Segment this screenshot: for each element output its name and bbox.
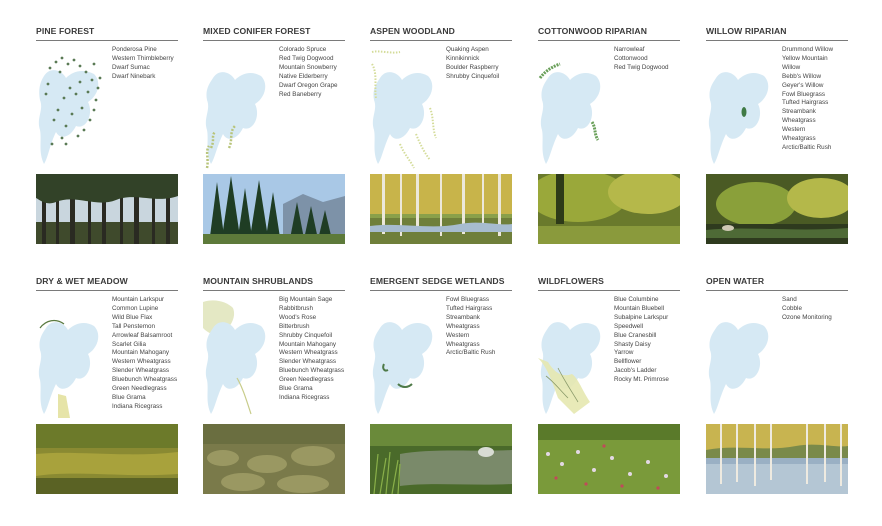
species-item: Dwarf Sumac [112,63,150,71]
panel-title: DRY & WET MEADOW [36,276,128,286]
panel-title: WILDFLOWERS [538,276,605,286]
panel-wildflowers [538,276,680,516]
panel-cottonwood-riparian [538,26,680,266]
species-item: Mountain Larkspur [112,296,165,303]
water-body [373,322,432,414]
species-item: Blue Grama [279,385,313,393]
species-item: Scarlet Gilia [112,340,146,348]
species-list [782,296,852,323]
species-item: Yarrow [614,349,634,357]
species-item: Ponderosa Pine [112,46,157,53]
species-item: Dwarf Oregon Grape [279,81,338,89]
species-item: Common Lupine [112,304,159,312]
habitat-map [538,48,610,170]
species-item: Green Needlegrass [112,385,167,393]
panel-title: MOUNTAIN SHRUBLANDS [203,276,314,286]
water-body [206,72,265,164]
species-item: Red Twig Dogwood [279,54,334,62]
species-list [279,296,349,403]
panel-title: OPEN WATER [706,276,765,286]
habitat-photo [36,174,178,244]
species-list [614,46,684,73]
species-item: Quaking Aspen [446,46,489,53]
species-list [446,296,516,358]
divider [36,40,178,41]
species-item: Wood's Rose [279,313,317,321]
species-item: Streambank [782,108,816,116]
species-item: Wheatgrass [782,117,816,125]
panel-title: EMERGENT SEDGE WETLANDS [370,276,505,286]
species-item: Speedwell [614,322,644,330]
species-item: Shrubby Cinquefoil [279,331,333,339]
species-item: Native Elderberry [279,72,328,80]
species-item: Bluebunch Wheatgrass [112,376,178,384]
divider [203,40,345,41]
panel-title: MIXED CONIFER FOREST [203,26,311,36]
species-item: Dwarf Ninebark [112,72,156,80]
habitat-map [706,48,778,170]
species-list [446,46,516,82]
species-item: Western [446,331,470,339]
species-item: Slender Wheatgrass [112,367,170,375]
species-item: Red Twig Dogwood [614,63,669,71]
habitat-photo [538,424,680,494]
habitat-map [706,298,778,420]
species-item: Bebb's Willow [782,72,821,80]
species-item: Wheatgrass [446,340,480,348]
species-item: Arrowleaf Balsamroot [112,331,173,339]
species-item: Arctic/Baltic Rush [446,349,496,357]
panel-mixed-conifer-forest [203,26,345,266]
species-list [782,46,852,153]
species-item: Arctic/Baltic Rush [782,143,832,151]
species-item: Shrubby Cinquefoil [446,72,500,80]
panel-pine-forest [36,26,178,266]
panel-aspen-woodland [370,26,512,266]
habitat-photo [706,424,848,494]
species-item: Wheatgrass [446,322,480,330]
species-item: Western [782,126,806,134]
species-item: Willow [782,63,801,71]
species-item: Big Mountain Sage [279,296,333,303]
panel-open-water [706,276,848,516]
water-body [39,322,98,414]
divider [706,290,848,291]
species-item: Kinnikinnick [446,54,480,62]
panel-title: WILLOW RIPARIAN [706,26,787,36]
habitat-photo [36,424,178,494]
species-item: Slender Wheatgrass [279,358,337,366]
species-item: Tufted Hairgrass [782,99,829,107]
species-item: Western Wheatgrass [112,358,171,366]
species-item: Subalpine Larkspur [614,313,669,321]
habitat-photo [203,174,345,244]
species-list [279,46,349,99]
species-item: Mountain Mahogany [279,340,337,348]
habitat-map [538,298,610,420]
water-body [541,72,600,164]
species-item: Drummond Willow [782,46,834,53]
species-item: Blue Grama [112,393,146,401]
species-item: Mountain Snowberry [279,63,337,71]
species-item: Ozone Monitoring [782,313,832,321]
habitat-photo [370,424,512,494]
species-item: Mountain Mahogany [112,349,170,357]
species-item: Wheatgrass [782,135,816,143]
species-list [614,296,684,385]
species-item: Narrowleaf [614,46,645,53]
species-item: Blue Cranesbill [614,331,657,339]
species-item: Western Thimbleberry [112,54,174,62]
divider [706,40,848,41]
divider [36,290,178,291]
species-list [112,46,182,82]
species-item: Geyer's Willow [782,81,824,89]
species-item: Shasty Daisy [614,340,651,348]
species-item: Indiana Ricegrass [112,402,163,410]
panel-title: COTTONWOOD RIPARIAN [538,26,647,36]
species-item: Bitterbrush [279,322,310,330]
species-item: Jacob's Ladder [614,367,657,375]
water-body [709,72,768,164]
species-item: Bellflower [614,358,642,366]
habitat-map [370,48,442,170]
habitat-photo [706,174,848,244]
species-item: Indiana Ricegrass [279,393,330,401]
habitat-map [203,298,275,420]
species-item: Colorado Spruce [279,46,327,53]
habitat-photo [370,174,512,244]
panel-emergent-sedge-wetlands [370,276,512,516]
panel-dry-wet-meadow [36,276,178,516]
species-item: Tall Penstemon [112,322,156,330]
panel-willow-riparian [706,26,848,266]
divider [203,290,345,291]
panel-title: ASPEN WOODLAND [370,26,455,36]
habitat-photo [203,424,345,494]
species-item: Fowl Bluegrass [782,90,826,98]
divider [370,290,512,291]
species-item: Sand [782,296,797,303]
water-body [709,322,768,414]
panel-title: PINE FOREST [36,26,95,36]
panel-mountain-shrublands [203,276,345,516]
divider [370,40,512,41]
species-item: Mountain Bluebell [614,304,665,312]
species-item: Blue Columbine [614,296,659,303]
species-item: Cobble [782,304,802,312]
species-list [112,296,182,412]
habitat-map [36,298,108,420]
water-body [206,322,265,414]
species-item: Cottonwood [614,54,648,62]
habitat-photo [538,174,680,244]
species-item: Bluebunch Wheatgrass [279,367,345,375]
species-item: Western Wheatgrass [279,349,338,357]
habitat-map [203,48,275,170]
species-item: Streambank [446,313,480,321]
habitat-map [36,48,108,170]
habitat-map [370,298,442,420]
divider [538,40,680,41]
species-item: Tufted Hairgrass [446,304,493,312]
species-item: Green Needlegrass [279,376,334,384]
species-item: Fowl Bluegrass [446,296,490,303]
species-item: Yellow Mountain [782,54,828,62]
species-item: Wild Blue Flax [112,313,153,321]
species-item: Rocky Mt. Primrose [614,376,669,384]
divider [538,290,680,291]
species-item: Red Baneberry [279,90,322,98]
species-item: Rabbitbrush [279,304,313,312]
species-item: Boulder Raspberry [446,63,499,71]
